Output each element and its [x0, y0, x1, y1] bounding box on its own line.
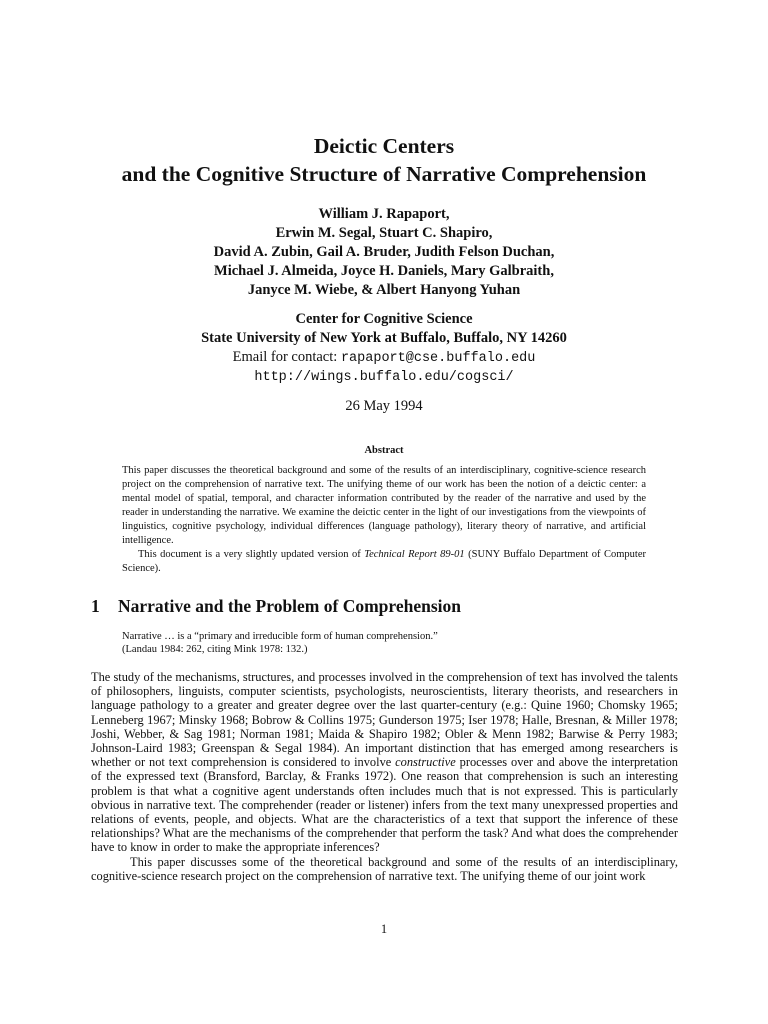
website-url-link[interactable]: http://wings.buffalo.edu/cogsci/: [254, 370, 514, 385]
abstract-note-text: (SUNY Buffalo Department of Computer Science).: [122, 549, 647, 574]
abstract-body: [122, 464, 646, 576]
author-line: Erwin M. Segal, Stuart C. Shapiro,: [275, 225, 493, 241]
email-label: Email for contact:: [232, 349, 338, 365]
epigraph-quote: Narrative … is a “primary and irreducible form of human comprehension.”: [122, 631, 438, 642]
abstract-paragraph: This paper discusses the theoretical background and some of the results of an interdisciplinary, cognitive-science research project on the comprehension of narrative text. The unifying theme of our work has been the notion of a deictic center: a mental model of spatial, temporal, and character information contributed by the reader of the narrative and used by the reader in understanding the narrative. We examine the deictic center in the light of our investigations from the viewpoints of linguistics, cognitive psychology, individual differences (language pathology), literary theory of narrative, and artificial intelligence.: [122, 465, 646, 546]
body-paragraph: [91, 670, 678, 855]
title-line-1: Deictic Centers: [313, 134, 455, 158]
paper-title: [0, 132, 768, 188]
section-heading: [91, 596, 461, 617]
affiliation: [0, 310, 768, 387]
section-title: Narrative and the Problem of Comprehension: [118, 596, 462, 616]
abstract-heading: Abstract: [364, 445, 404, 456]
title-line-2: and the Cognitive Structure of Narrative Comprehension: [121, 162, 647, 186]
author-line: William J. Rapaport,: [318, 206, 450, 222]
publication-date: 26 May 1994: [345, 398, 423, 414]
body-text-span: The study of the mechanisms, structures, and processes involved in the comprehension of text has involved the talents of philosophers, linguists, computer scientists, psychologists, neuroscientists, literary theorists, and researchers in language pathology to a greater and greater degree over the last quarter-century (e.g.: Quine 1960; Chomsky 1965; Lenneberg 1967; Minsky 1968; Bobrow & Collins 1975; Gunderson 1975; Iser 1978; Halle, Bresnan, & Miller 1978; Joshi, Webber, & Sag 1981; Norman 1981; Maida & Shapiro 1982; Obler & Menn 1982; Barwise & Perry 1983; Johnson-Laird 1983; Greenspan & Segal 1984). An important distinction that has emerged among researchers is whether or not text comprehension is considered to involve: [91, 670, 678, 770]
author-line: Michael J. Almeida, Joyce H. Daniels, Mary Galbraith,: [214, 263, 554, 279]
section-number: 1: [91, 596, 100, 616]
body-text-span: processes over and above the interpretation of the expressed text (Bransford, Barclay, & Franks 1972). One reason that comprehension is such an interesting problem is that what a cognitive agent understands often includes much that is not expressed. This is particularly obvious in narrative text. The comprehender (reader or listener) infers from the text many unexpressed properties and relations of events, people, and objects. What are the characteristics of a text that support the inference of these relationships? What are the mechanisms of the comprehender that perform the task? And what does the comprehender have to know in order to make the appropriate inferences?: [91, 755, 678, 855]
affiliation-center: Center for Cognitive Science: [295, 311, 473, 327]
contact-email-line: [0, 348, 768, 368]
emphasis-constructive: constructive: [395, 755, 456, 770]
technical-report-reference: Technical Report 89-01: [364, 549, 465, 560]
abstract-note: [122, 548, 646, 576]
contact-email-link[interactable]: rapaport@cse.buffalo.edu: [340, 351, 536, 366]
author-line: Janyce M. Wiebe, & Albert Hanyong Yuhan: [247, 282, 521, 298]
epigraph-citation: (Landau 1984: 262, citing Mink 1978: 132.): [122, 644, 308, 655]
page-number: 1: [380, 922, 388, 936]
epigraph: [122, 630, 646, 656]
author-line: David A. Zubin, Gail A. Bruder, Judith Felson Duchan,: [213, 244, 555, 260]
body-text: [91, 670, 678, 883]
body-paragraph: This paper discusses some of the theoretical background and some of the results of an interdisciplinary, cognitive-science research project on the comprehension of narrative text. The unifying theme of our joint work: [91, 854, 678, 883]
abstract-note-text: This document is a very slightly updated version of: [138, 549, 365, 560]
author-list: [0, 205, 768, 300]
affiliation-university: State University of New York at Buffalo, Buffalo, NY 14260: [201, 330, 567, 346]
